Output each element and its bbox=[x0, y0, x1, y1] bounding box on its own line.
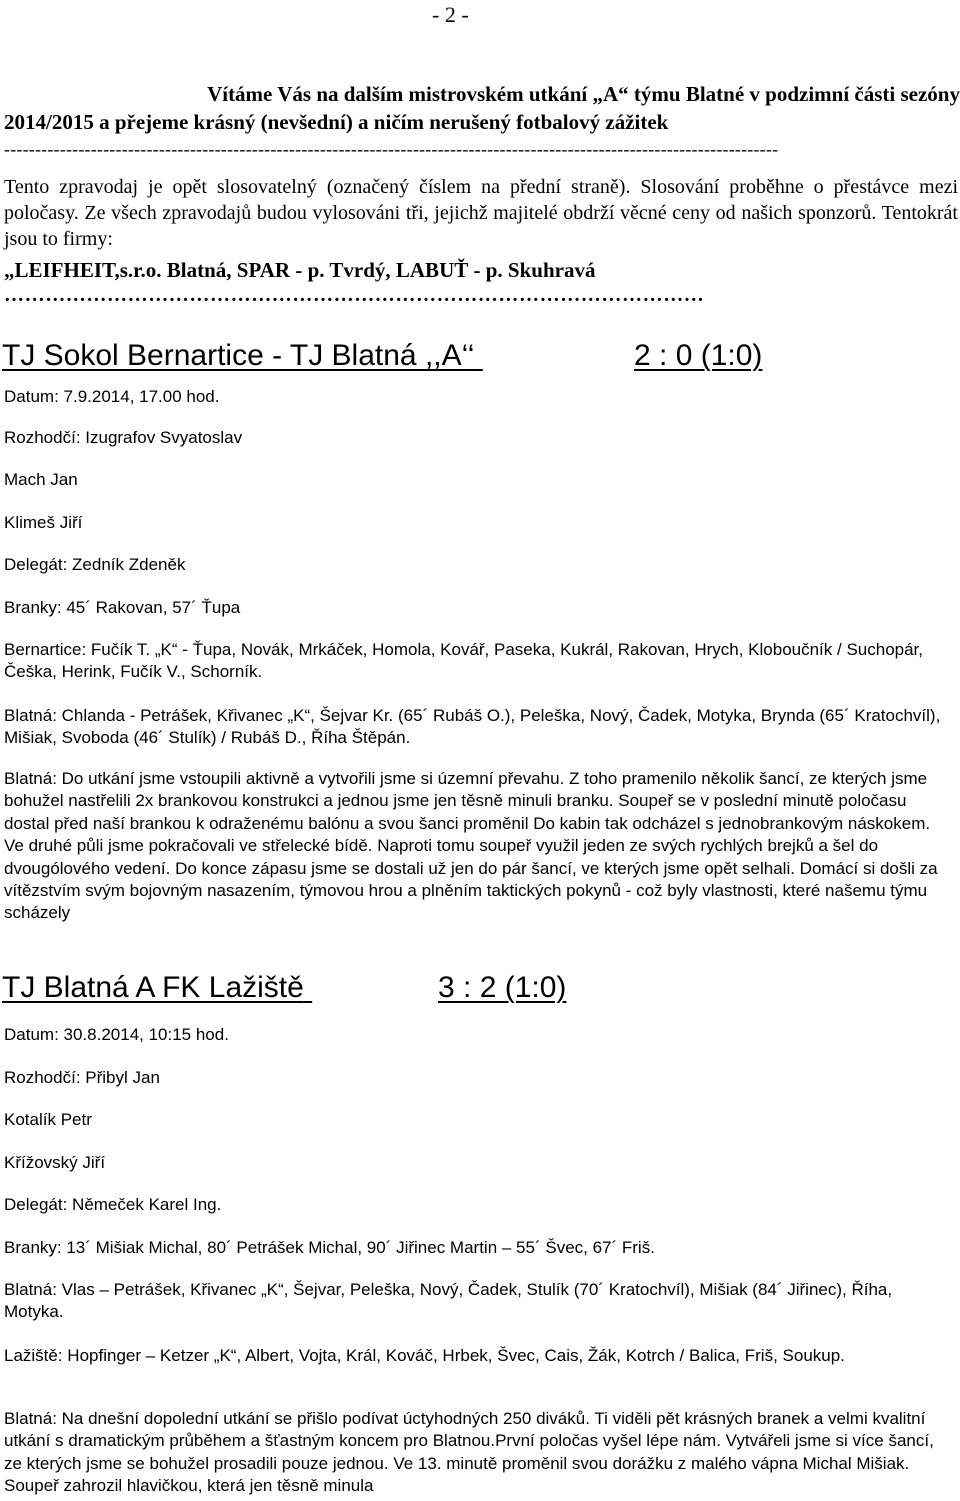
match2-date: Datum: 30.8.2014, 10:15 hod. bbox=[4, 1025, 229, 1044]
match2-assistant-1: Kotalík Petr bbox=[4, 1110, 92, 1129]
welcome-line-2: 2014/2015 a přejeme krásný (nevšední) a ničím nerušený fotbalový zážitek bbox=[4, 110, 669, 134]
match1-report: Blatná: Do utkání jsme vstoupili aktivně a vytvořili jsme si územní převahu. Z toho pramenilo několik šancí, ze kterých jsme bohužel nastřelili 2x brankovou konstrukci a jednou jsme jen těsně minuli branku. Soupeř se v poslední minutě poločasu dostal před naší brankou k odraženému balónu a svou šanci proměnil Do kabin tak odcházel s jednobrankovým náskokem. Ve druhé půli jsme pokračovali ve střelecké bídě. Naproti tomu soupeř využil jeden ze svých rychlých brejků a šel do dvougólového vedení. Do konce zápasu jsme se dostali už jen do pár šancí, ve kterých jsme opět selhali. Domácí si došli za vítězstvím svým bojovným nasazením, týmovou hrou a plněním taktických pokynů - což byly vlastnosti, které našemu týmu scházely bbox=[4, 769, 938, 923]
match1-referee: Rozhodčí: Izugrafov Svyatoslav bbox=[4, 428, 243, 447]
lottery-info: Tento zpravodaj je opět slosovatelný (označený číslem na přední straně). Slosování proběhne o přestávce mezi poločasy. Ze všech zpravodajů budou vylosováni tři, jejichž majitelé obdrží věcné ceny od našich sponzorů. Tentokrát jsou to firmy: bbox=[4, 176, 958, 250]
sponsors-line: „LEIFHEIT,s.r.o. Blatná, SPAR - p. Tvrdý, LABUŤ - p. Skuhravá bbox=[4, 258, 596, 282]
match2-home-lineup: Blatná: Vlas – Petrášek, Křivanec „K“, Šejvar, Peleška, Nový, Čadek, Stulík (70´ Kratochvíl), Mišiak (84´ Jiřinec), Říha, Motyka. bbox=[4, 1280, 893, 1322]
match1-assistant-2: Klimeš Jiří bbox=[4, 513, 83, 532]
welcome-line-1: Vítáme Vás na dalším mistrovském utkání „A“ týmu Blatné v podzimní části sezóny bbox=[207, 82, 960, 106]
match2-report: Blatná: Na dnešní dopolední utkání se přišlo podívat úctyhodných 250 diváků. Ti viděli pět krásných branek a velmi kvalitní utkání s dramatickým průběhem a šťastným koncem pro Blatnou.První poločas vyšel lépe nám. Vytvářeli jsme si více šancí, ze kterých jsme se bohužel prosadili pouze jednou. Ve 13. minutě proměnil svou dorážku z malého vápna Michal Mišiak. Soupeř zahrozil hlavičkou, která jen těsně minula bbox=[4, 1409, 934, 1496]
dashed-separator: ----------------------------------------------------------------------------------------------------------------------------- bbox=[4, 139, 779, 159]
match2-title bbox=[2, 970, 567, 1006]
match2-goals: Branky: 13´ Mišiak Michal, 80´ Petrášek Michal, 90´ Jiřinec Martin – 55´ Švec, 67´ Friš. bbox=[4, 1238, 655, 1257]
match1-assistant-1: Mach Jan bbox=[4, 470, 78, 489]
match2-teams: TJ Blatná A FK Lažiště bbox=[2, 971, 304, 1004]
match2-delegate: Delegát: Němeček Karel Ing. bbox=[4, 1195, 222, 1214]
match1-score: 2 : 0 (1:0) bbox=[634, 339, 763, 372]
match1-title bbox=[2, 338, 763, 374]
match1-teams: TJ Sokol Bernartice - TJ Blatná ,,A‘‘ bbox=[2, 339, 475, 372]
match2-title-gap bbox=[304, 970, 364, 1006]
match2-away-lineup: Lažiště: Hopfinger – Ketzer „K“, Albert, Vojta, Král, Kováč, Hrbek, Švec, Cais, Žák, Kotrch / Balica, Friš, Soukup. bbox=[4, 1346, 845, 1365]
match2-score: 3 : 2 (1:0) bbox=[438, 971, 567, 1004]
match1-delegate: Delegát: Zedník Zdeněk bbox=[4, 555, 186, 574]
match1-title-gap bbox=[474, 338, 600, 374]
match2-referee: Rozhodčí: Přibyl Jan bbox=[4, 1068, 160, 1087]
dotted-separator: ………………………………………………………………………………………… bbox=[4, 284, 705, 306]
welcome-heading bbox=[4, 80, 960, 136]
match1-date: Datum: 7.9.2014, 17.00 hod. bbox=[4, 387, 220, 406]
match1-goals: Branky: 45´ Rakovan, 57´ Ťupa bbox=[4, 598, 241, 617]
match1-away-lineup: Blatná: Chlanda - Petrášek, Křivanec „K“, Šejvar Kr. (65´ Rubáš O.), Peleška, Nový, Čadek, Motyka, Brynda (65´ Kratochvíl), Mišiak, Svoboda (46´ Stulík) / Rubáš D., Říha Štěpán. bbox=[4, 706, 941, 748]
match2-assistant-2: Křížovský Jiří bbox=[4, 1153, 106, 1172]
page-number: - 2 - bbox=[432, 2, 469, 27]
match1-home-lineup: Bernartice: Fučík T. „K“ - Ťupa, Novák, Mrkáček, Homola, Kovář, Paseka, Kukrál, Rakovan, Hrych, Kloboučník / Suchopár, Češka, Herink, Fučík V., Schorník. bbox=[4, 640, 924, 682]
